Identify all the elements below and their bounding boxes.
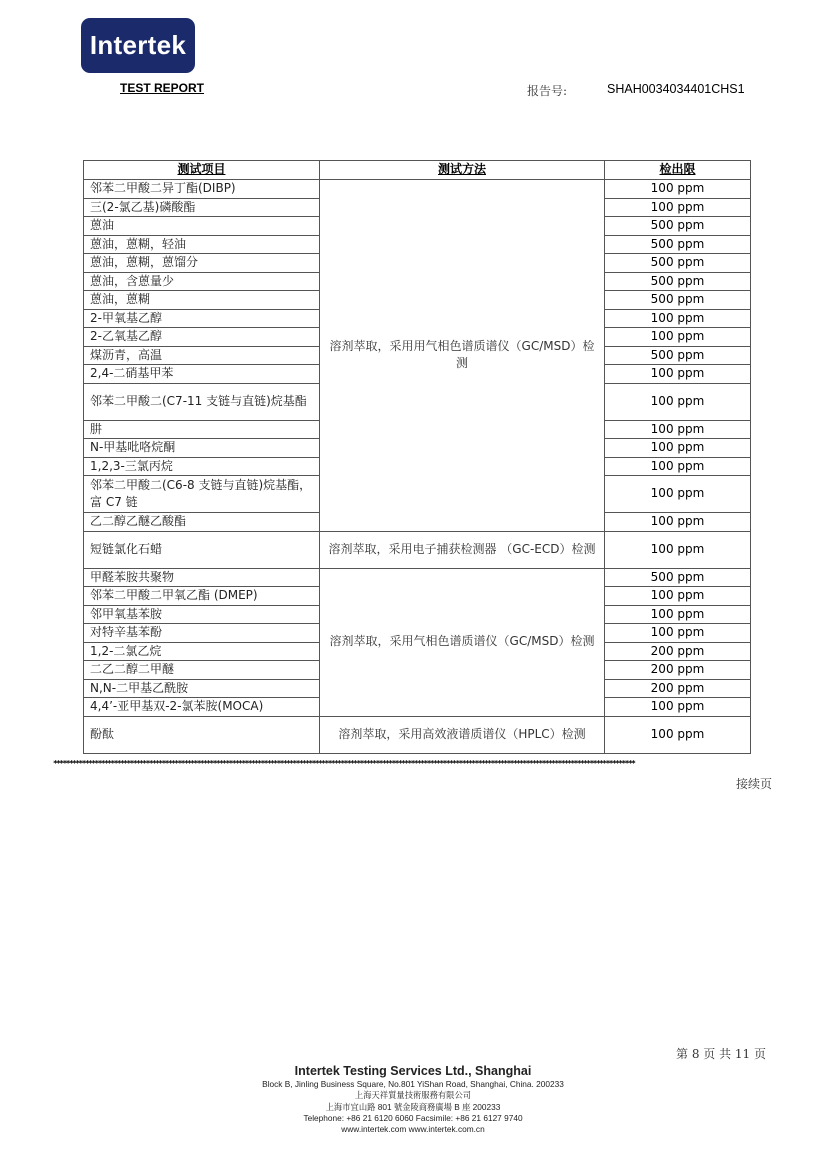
test-item: 邻苯二甲酸二异丁酯(DIBP) bbox=[84, 180, 320, 199]
detection-limit: 500 ppm bbox=[605, 346, 751, 365]
detection-limit: 100 ppm bbox=[605, 309, 751, 328]
col-header-detection-limit: 检出限 bbox=[605, 161, 751, 180]
test-item: 短链氯化石蜡 bbox=[84, 531, 320, 568]
detection-limit: 500 ppm bbox=[605, 217, 751, 236]
test-item: 蒽油，含蒽量少 bbox=[84, 272, 320, 291]
detection-limit: 100 ppm bbox=[605, 531, 751, 568]
test-item: 2-乙氧基乙醇 bbox=[84, 328, 320, 347]
detection-limit: 500 ppm bbox=[605, 272, 751, 291]
detection-limit: 100 ppm bbox=[605, 439, 751, 458]
table-row bbox=[84, 180, 751, 199]
test-item: 蒽油，蒽糊，蒽馏分 bbox=[84, 254, 320, 273]
report-number-label: 报告号: bbox=[527, 84, 568, 98]
detection-limit: 100 ppm bbox=[605, 587, 751, 606]
test-item: 对特辛基苯酚 bbox=[84, 624, 320, 643]
test-item: 蒽油，蒽糊 bbox=[84, 291, 320, 310]
test-item: 肼 bbox=[84, 420, 320, 439]
detection-limit: 200 ppm bbox=[605, 642, 751, 661]
footer-company-cn: 上海天祥質量技術服務有限公司 bbox=[354, 1090, 472, 1101]
col-header-test-method: 测试方法 bbox=[320, 161, 605, 180]
test-item: 乙二醇乙醚乙酸酯 bbox=[84, 513, 320, 532]
detection-limit: 100 ppm bbox=[605, 476, 751, 513]
test-item: 蒽油 bbox=[84, 217, 320, 236]
detection-limit: 100 ppm bbox=[605, 365, 751, 384]
test-item: 二乙二醇二甲醚 bbox=[84, 661, 320, 680]
page-number: 第 8 页 共 11 页 bbox=[676, 1047, 766, 1061]
test-item: 煤沥青，高温 bbox=[84, 346, 320, 365]
detection-limit: 100 ppm bbox=[605, 605, 751, 624]
table-row bbox=[84, 716, 751, 753]
detection-limit: 500 ppm bbox=[605, 254, 751, 273]
col-header-test-item: 测试项目 bbox=[84, 161, 320, 180]
test-item: 4,4’-亚甲基双-2-氯苯胺(MOCA) bbox=[84, 698, 320, 717]
test-item: 甲醛苯胺共聚物 bbox=[84, 568, 320, 587]
test-method-gcecd: 溶剂萃取，采用电子捕获检测器 （GC-ECD）检测 bbox=[320, 531, 605, 568]
detection-limit: 100 ppm bbox=[605, 180, 751, 199]
detection-limit: 500 ppm bbox=[605, 568, 751, 587]
test-method-hplc: 溶剂萃取，采用高效液谱质谱仪（HPLC）检测 bbox=[320, 716, 605, 753]
detection-limit: 100 ppm bbox=[605, 328, 751, 347]
table-row bbox=[84, 568, 751, 587]
test-item: 酚酞 bbox=[84, 716, 320, 753]
detection-limit: 100 ppm bbox=[605, 624, 751, 643]
detection-limit: 500 ppm bbox=[605, 235, 751, 254]
separator-line: ************************************************************************************************************************************************************************************** bbox=[53, 759, 635, 768]
test-item: 邻苯二甲酸二甲氧乙酯 (DMEP) bbox=[84, 587, 320, 606]
footer-address-cn: 上海市宜山路 801 號金陵商務廣場 B 座 200233 bbox=[325, 1101, 501, 1112]
detection-limit: 100 ppm bbox=[605, 420, 751, 439]
table-row bbox=[84, 531, 751, 568]
test-item: 2-甲氧基乙醇 bbox=[84, 309, 320, 328]
report-number: SHAH0034034401CHS1 bbox=[607, 82, 745, 96]
detection-limit: 200 ppm bbox=[605, 679, 751, 698]
detection-limit: 100 ppm bbox=[605, 383, 751, 420]
test-item: 1,2-二氯乙烷 bbox=[84, 642, 320, 661]
footer-address-en: Block B, Jinling Business Square, No.801 YiShan Road, Shanghai, China. 200233 bbox=[262, 1079, 564, 1089]
detection-limit: 100 ppm bbox=[605, 716, 751, 753]
test-item: 邻苯二甲酸二(C6-8 支链与直链)烷基酯，富 C7 链 bbox=[84, 476, 320, 513]
detection-limit: 100 ppm bbox=[605, 698, 751, 717]
test-results-table bbox=[83, 160, 751, 754]
test-item: 三(2-氯乙基)磷酸酯 bbox=[84, 198, 320, 217]
test-item: 邻苯二甲酸二(C7-11 支链与直链)烷基酯 bbox=[84, 383, 320, 420]
intertek-logo: Intertek bbox=[81, 18, 195, 73]
detection-limit: 200 ppm bbox=[605, 661, 751, 680]
footer-websites: www.intertek.com www.intertek.com.cn bbox=[341, 1124, 485, 1135]
footer-company: Intertek Testing Services Ltd., Shanghai bbox=[294, 1064, 532, 1078]
continued-note: 接续页 bbox=[736, 777, 773, 791]
test-item: N-甲基吡咯烷酮 bbox=[84, 439, 320, 458]
test-method-gcmsd-2: 溶剂萃取，采用气相色谱质谱仪（GC/MSD）检测 bbox=[320, 568, 605, 716]
detection-limit: 100 ppm bbox=[605, 198, 751, 217]
detection-limit: 500 ppm bbox=[605, 291, 751, 310]
test-method-gcmsd: 溶剂萃取，采用用气相色谱质谱仪（GC/MSD）检测 bbox=[320, 180, 605, 532]
footer-phone: Telephone: +86 21 6120 6060 Facsimile: +86 21 6127 9740 bbox=[303, 1112, 523, 1123]
detection-limit: 100 ppm bbox=[605, 457, 751, 476]
test-item: 1,2,3-三氯丙烷 bbox=[84, 457, 320, 476]
test-item: N,N-二甲基乙酰胺 bbox=[84, 679, 320, 698]
report-title: TEST REPORT bbox=[120, 81, 205, 95]
detection-limit: 100 ppm bbox=[605, 513, 751, 532]
test-item: 邻甲氧基苯胺 bbox=[84, 605, 320, 624]
test-item: 蒽油，蒽糊，轻油 bbox=[84, 235, 320, 254]
test-item: 2,4-二硝基甲苯 bbox=[84, 365, 320, 384]
footer bbox=[163, 1064, 663, 1135]
